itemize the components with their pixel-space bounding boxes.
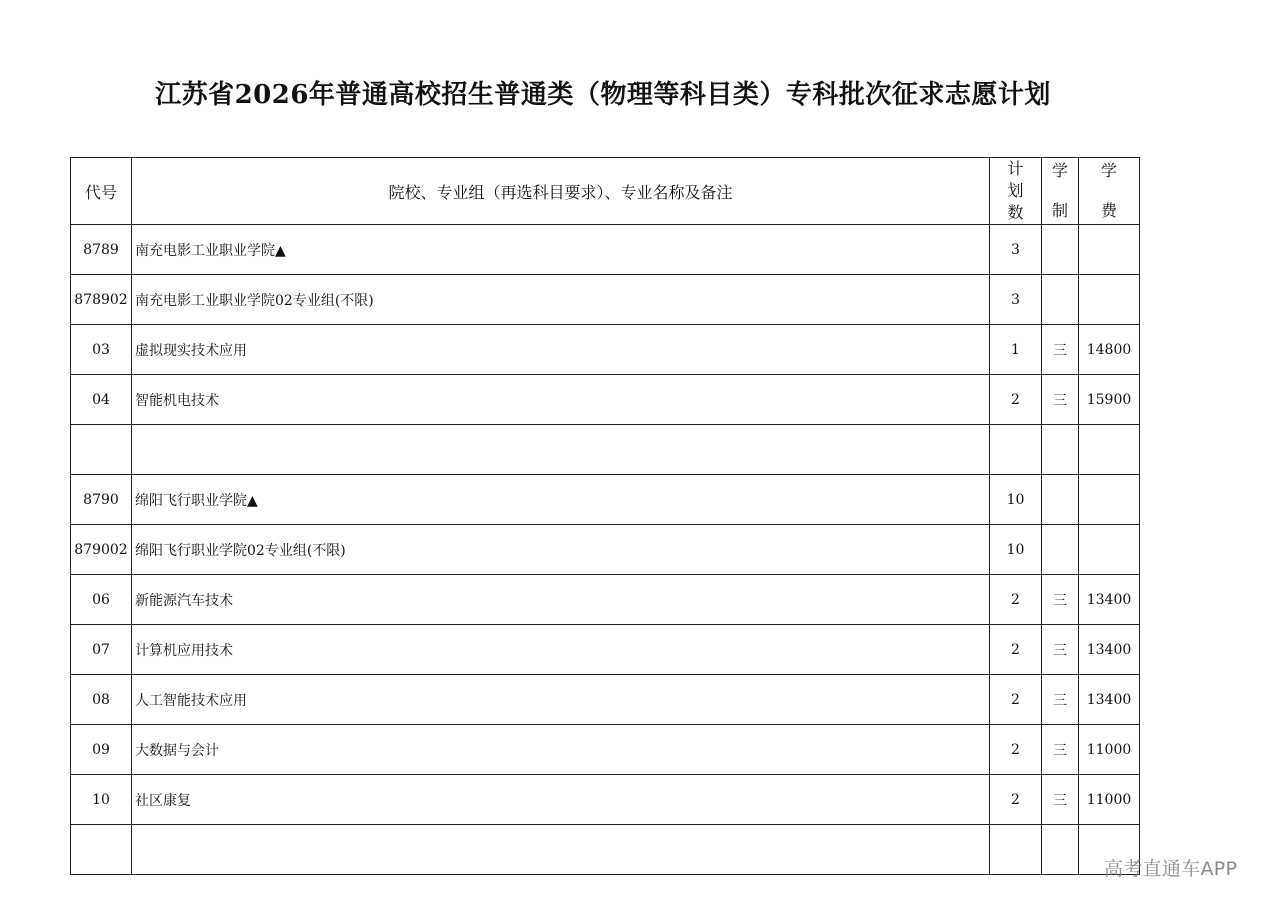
cell-fee: 13400 <box>1079 575 1140 625</box>
cell-code: 8790 <box>71 475 132 525</box>
cell-plan: 2 <box>990 625 1042 675</box>
cell-plan: 3 <box>990 275 1042 325</box>
header-years <box>1042 158 1079 225</box>
cell-years <box>1042 525 1079 575</box>
cell-name: 虚拟现实技术应用 <box>132 325 990 375</box>
cell-code <box>71 825 132 875</box>
cell-years <box>1042 825 1079 875</box>
cell-name: 南充电影工业职业学院▲ <box>132 225 990 275</box>
cell-name <box>132 425 990 475</box>
table-row <box>71 775 1140 825</box>
header-plan-char-2: 划 <box>1007 181 1024 200</box>
cell-name: 智能机电技术 <box>132 375 990 425</box>
cell-plan: 10 <box>990 475 1042 525</box>
cell-plan: 10 <box>990 525 1042 575</box>
cell-fee <box>1079 525 1140 575</box>
header-fee-char-2: 费 <box>1101 201 1118 220</box>
cell-name: 计算机应用技术 <box>132 625 990 675</box>
cell-code: 09 <box>71 725 132 775</box>
cell-years: 三 <box>1042 325 1079 375</box>
header-years-char-2: 制 <box>1052 201 1069 220</box>
cell-years <box>1042 275 1079 325</box>
cell-years: 三 <box>1042 775 1079 825</box>
cell-code: 08 <box>71 675 132 725</box>
cell-years: 三 <box>1042 575 1079 625</box>
table-row <box>71 525 1140 575</box>
cell-name <box>132 825 990 875</box>
cell-fee: 14800 <box>1079 325 1140 375</box>
cell-plan: 2 <box>990 575 1042 625</box>
cell-code: 879002 <box>71 525 132 575</box>
cell-name: 绵阳飞行职业学院▲ <box>132 475 990 525</box>
cell-name: 人工智能技术应用 <box>132 675 990 725</box>
header-fee <box>1079 158 1140 225</box>
cell-plan: 2 <box>990 775 1042 825</box>
cell-fee <box>1079 475 1140 525</box>
cell-fee: 11000 <box>1079 725 1140 775</box>
cell-years <box>1042 425 1079 475</box>
cell-code: 10 <box>71 775 132 825</box>
table-row <box>71 625 1140 675</box>
cell-plan: 1 <box>990 325 1042 375</box>
cell-code: 07 <box>71 625 132 675</box>
header-code: 代号 <box>71 158 132 225</box>
cell-fee: 13400 <box>1079 625 1140 675</box>
cell-code: 06 <box>71 575 132 625</box>
header-years-char-1: 学 <box>1052 161 1069 180</box>
cell-fee <box>1079 275 1140 325</box>
cell-years <box>1042 475 1079 525</box>
table-row <box>71 475 1140 525</box>
cell-fee: 13400 <box>1079 675 1140 725</box>
cell-fee <box>1079 225 1140 275</box>
header-plan-char-3: 数 <box>1007 203 1024 222</box>
header-plan <box>990 158 1042 225</box>
cell-fee: 11000 <box>1079 775 1140 825</box>
cell-plan <box>990 825 1042 875</box>
page-title: 江苏省2026年普通高校招生普通类（物理等科目类）专科批次征求志愿计划 <box>155 80 1051 110</box>
cell-name: 绵阳飞行职业学院02专业组(不限) <box>132 525 990 575</box>
table-row <box>71 725 1140 775</box>
table-row-empty <box>71 425 1140 475</box>
cell-name: 南充电影工业职业学院02专业组(不限) <box>132 275 990 325</box>
cell-years: 三 <box>1042 625 1079 675</box>
table-row-empty <box>71 825 1140 875</box>
cell-plan: 2 <box>990 675 1042 725</box>
cell-years: 三 <box>1042 675 1079 725</box>
cell-code: 04 <box>71 375 132 425</box>
enrollment-plan-table <box>70 157 1140 875</box>
app-watermark: 高考直通车APP <box>1104 858 1238 880</box>
table-row <box>71 575 1140 625</box>
cell-years: 三 <box>1042 725 1079 775</box>
cell-years <box>1042 225 1079 275</box>
table-row <box>71 275 1140 325</box>
header-fee-char-1: 学 <box>1101 161 1118 180</box>
cell-code <box>71 425 132 475</box>
header-name: 院校、专业组（再选科目要求）、专业名称及备注 <box>132 158 990 225</box>
cell-plan <box>990 425 1042 475</box>
table-row <box>71 375 1140 425</box>
cell-plan: 2 <box>990 725 1042 775</box>
table-row <box>71 325 1140 375</box>
table-row <box>71 675 1140 725</box>
cell-name: 大数据与会计 <box>132 725 990 775</box>
cell-fee <box>1079 425 1140 475</box>
cell-name: 新能源汽车技术 <box>132 575 990 625</box>
cell-years: 三 <box>1042 375 1079 425</box>
cell-code: 8789 <box>71 225 132 275</box>
cell-plan: 3 <box>990 225 1042 275</box>
table-header-row <box>71 158 1140 225</box>
cell-fee: 15900 <box>1079 375 1140 425</box>
table-row <box>71 225 1140 275</box>
cell-code: 878902 <box>71 275 132 325</box>
header-plan-char-1: 计 <box>1007 159 1024 178</box>
cell-code: 03 <box>71 325 132 375</box>
cell-plan: 2 <box>990 375 1042 425</box>
cell-name: 社区康复 <box>132 775 990 825</box>
